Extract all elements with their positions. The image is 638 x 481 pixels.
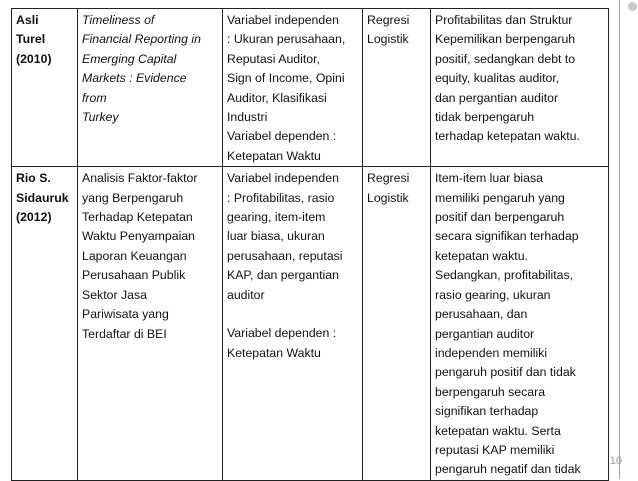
slide-frame-line	[619, 0, 620, 479]
result-line: tidak berpengaruh	[435, 110, 535, 125]
method-line: Logistik	[367, 190, 409, 205]
method-cell	[363, 167, 431, 481]
author-line: Asli	[16, 13, 39, 27]
variable-line: Variabel independen	[227, 13, 339, 27]
title-cell	[78, 9, 223, 167]
method-line: Regresi	[367, 13, 410, 27]
variable-line: Sign of Income, Opini	[227, 71, 345, 86]
title-line: Turkey	[82, 110, 119, 125]
variable-line: Auditor, Klasifikasi	[227, 90, 327, 105]
variable-line: luar biasa, ukuran	[227, 229, 325, 244]
title-line: Timeliness of	[82, 13, 155, 27]
result-line: Item-item luar biasa	[435, 171, 543, 186]
variable-line: Ketepatan Waktu	[227, 345, 321, 360]
result-line: reputasi KAP memiliki	[435, 442, 555, 457]
title-line: Pariwisata yang	[82, 307, 169, 322]
variable-line: Variabel dependen :	[227, 326, 337, 341]
title-line: Laporan Keuangan	[82, 248, 187, 263]
result-line: positif dan berpengaruh	[435, 210, 565, 225]
variable-line: Reputasi Auditor,	[227, 51, 320, 66]
result-cell	[431, 167, 609, 481]
title-line: Terhadap Ketepatan	[82, 210, 193, 225]
variable-line: : Profitabilitas, rasio	[227, 190, 335, 205]
variable-line: Industri	[227, 110, 268, 125]
variable-line: Ketepatan Waktu	[227, 148, 321, 163]
title-line: Financial Reporting in	[82, 32, 201, 47]
author-line: Turel	[16, 32, 46, 47]
result-line: perusahaan, dan	[435, 307, 528, 322]
title-line: Perusahaan Publik	[82, 268, 186, 283]
result-line: dan pergantian auditor	[435, 90, 559, 105]
slide-number: 10	[609, 455, 622, 467]
table-row	[12, 9, 609, 167]
title-line: Waktu Penyampaian	[82, 229, 196, 244]
author-line: (2010)	[16, 51, 52, 66]
result-line: pergantian auditor	[435, 326, 535, 341]
method-line: Regresi	[367, 171, 410, 186]
variables-cell	[223, 9, 363, 167]
variable-line: perusahaan, reputasi	[227, 248, 343, 263]
result-line: secara signifikan terhadap	[435, 229, 579, 244]
literature-table	[11, 8, 609, 481]
variable-line: : Ukuran perusahaan,	[227, 32, 346, 47]
author-cell	[12, 9, 78, 167]
title-cell	[78, 167, 223, 481]
result-line: rasio gearing, ukuran	[435, 287, 551, 302]
author-line: Sidauruk	[16, 190, 69, 205]
result-line: terhadap ketepatan waktu.	[435, 129, 580, 144]
spacer	[227, 305, 358, 324]
variable-line: gearing, item-item	[227, 210, 326, 225]
author-line: (2012)	[16, 210, 52, 225]
method-cell	[363, 9, 431, 167]
result-line: ketepatan waktu.	[435, 248, 528, 263]
table-row	[12, 167, 609, 481]
result-line: positif, sedangkan debt to	[435, 51, 576, 66]
result-line: pengaruh positif dan tidak	[435, 365, 576, 380]
variable-line: Variabel independen	[227, 171, 339, 186]
method-line: Logistik	[367, 32, 409, 47]
result-line: independen memiliki	[435, 345, 548, 360]
result-line: equity, kualitas auditor,	[435, 71, 560, 86]
result-cell	[431, 9, 609, 167]
result-line: berpengaruh secara	[435, 384, 546, 399]
variable-line: Variabel dependen :	[227, 129, 337, 144]
result-line: pengaruh negatif dan tidak	[435, 462, 581, 477]
result-line: Kepemilikan berpengaruh	[435, 32, 576, 47]
variable-line: auditor	[227, 287, 265, 302]
title-line: from	[82, 90, 107, 105]
title-line: Sektor Jasa	[82, 287, 147, 302]
title-line: Terdaftar di BEI	[82, 326, 167, 341]
result-line: ketepatan waktu. Serta	[435, 423, 561, 438]
result-line: Profitabilitas dan Struktur	[435, 13, 573, 27]
title-line: Analisis Faktor-faktor	[82, 171, 198, 186]
result-line: signifikan terhadap	[435, 404, 539, 419]
result-line: memiliki pengaruh yang	[435, 190, 565, 205]
slide-decoration-dot	[628, 2, 637, 11]
author-line: Rio S.	[16, 171, 51, 186]
variables-cell	[223, 167, 363, 481]
title-line: Emerging Capital	[82, 51, 177, 66]
author-cell	[12, 167, 78, 481]
title-line: yang Berpengaruh	[82, 190, 184, 205]
variable-line: KAP, dan pergantian	[227, 268, 339, 283]
title-line: Markets : Evidence	[82, 71, 187, 86]
result-line: Sedangkan, profitabilitas,	[435, 268, 574, 283]
